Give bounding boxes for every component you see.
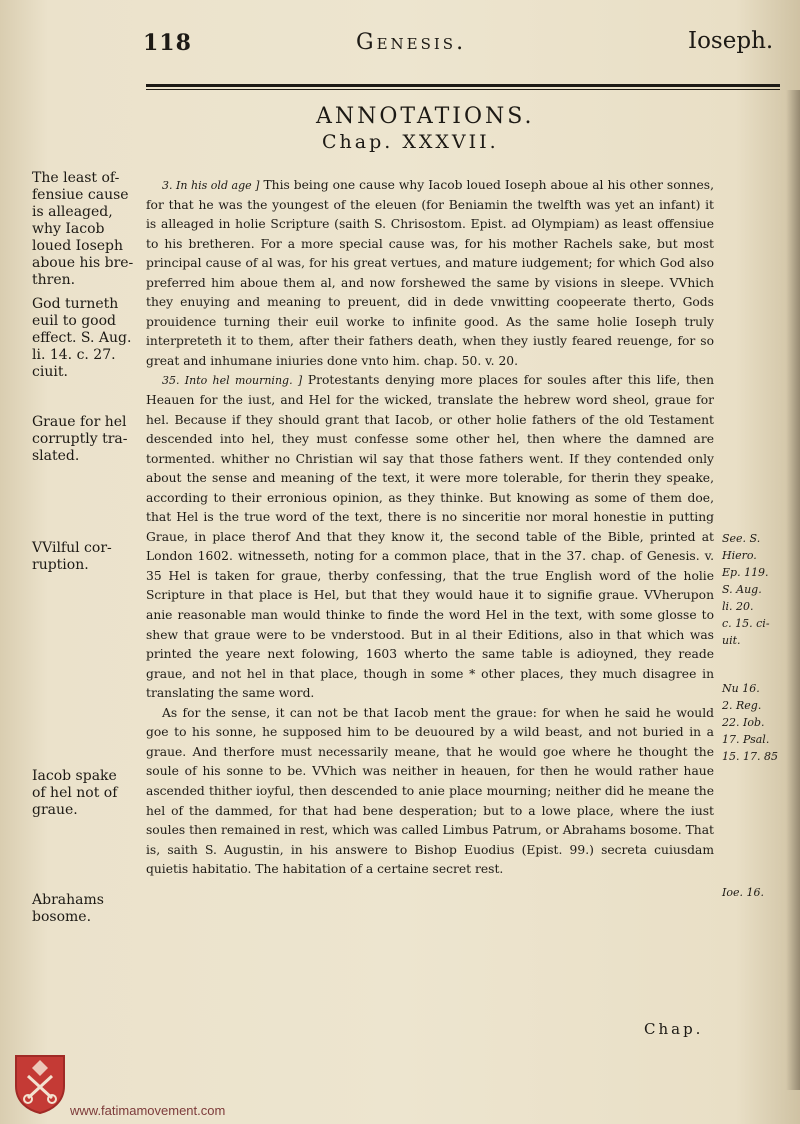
annotation-text: As for the sense, it can not be that Iacob ment the graue: for when he said he would goe to his sonne, he supposed him to be deuoured by a wild beast, and not buried in a graue. And therfore must necessarily meane, that he would goe where he thought the soule of his sonne to be. VVhich was neither in heauen, for then he would rather haue ascended thither ioyful, then descended to anie place mourning; neither did he meane the hel of the dammed, for that had bene desperation; but to a lowe place, where the iust soules then remained in rest, which was called Limbus Patrum, or Abrahams bosome. That is, saith S. Augustin, in his answere to Bishop Euodius (Epist. 99.) secreta cuiusdam quietis habitatio. The habitation of a certaine secret rest.	[146, 705, 714, 877]
verse-reference: 35. Into hel mourning. ]	[162, 374, 303, 388]
page-number: 118	[143, 30, 192, 56]
header-rule-thin	[146, 89, 780, 90]
right-margin-reference: Nu 16. 2. Reg. 22. Iob. 17. Psal. 15. 17. 85	[722, 682, 778, 763]
margin-note: Abrahams bosome.	[32, 892, 104, 925]
annotations-title: ANNOTATIONS.	[316, 104, 535, 129]
margin-note: The least of- fensiue cause is alleaged, why Iacob loued Ioseph aboue his bre- thren.	[32, 170, 134, 288]
margin-note: Iacob spake of hel not of graue.	[32, 768, 118, 818]
header-rule	[146, 84, 780, 87]
margin-note: VVilful cor- ruption.	[32, 540, 112, 573]
annotation-text: Protestants denying more places for soules after this life, then Heauen for the iust, and Hel for the wicked, translate the hebrew word sheol, graue for hel. Because if they should grant that Iacob, or other holie fathers of the old Testament descended into hel, they must confesse some other hel, then where the damned are tormented. whither no Christian wil say that those fathers went. If they contended only about the sense and meaning of the text, it were more tolerable, for therin they speake, according to their erronious opinion, as they thinke. But knowing as some of them doe, that Hel is the true word of the text, there is no sinceritie nor moral honestie in putting Graue, in place therof And that they know it, the second table of the Bible, printed at London 1602. witnesseth, noting for a common place, that in the 37. chap. of Genesis. v. 35 Hel is taken for graue, therby confessing, that the true English word of the holie Scripture in that place is Hel, but that they would haue it to signifie graue. VVherupon anie reasonable man would thinke to finde the word Hel in the text, with some glosse to shew that graue were to be vnderstood. But in al their Editions, also in that which was printed the yeare next folowing, 1603 wherto the same table is adioyned, they reade graue, and not hel in that place, though in some * other places, they much disagree in translating the same word.	[146, 373, 714, 701]
papal-keys-emblem-icon	[12, 1052, 68, 1114]
book-title: Genesis.	[356, 30, 467, 55]
right-margin-reference: See. S. Hiero. Ep. 119. S. Aug. li. 20. c. 15. ci- uit.	[722, 532, 770, 647]
running-title: Ioseph.	[688, 28, 774, 54]
annotation-paragraph	[146, 176, 714, 371]
margin-note: Graue for hel corruptly tra- slated.	[32, 414, 128, 464]
chapter-heading: Chap. XXXVII.	[322, 131, 499, 153]
margin-note: God turneth euil to good effect. S. Aug. li. 14. c. 27. ciuit.	[32, 296, 132, 380]
annotation-text: This being one cause why Iacob loued Ioseph aboue al his other sonnes, for that he was the youngest of the eleuen (for Beniamin the twelfth was yet an infant) it is alleaged in holie Scripture (saith S. Chrisostom. Epist. ad Olympiam) as least offensiue to his bretheren. For a more special cause was, for his mother Rachels sake, but most principal cause of al was, for his great vertues, and mature iudgement; for which God also preferred him aboue them al, and now forshewed the same by visions in sleepe. VVhich they enuying and meaning to preuent, did in dede vnwitting coopeerate therto, Gods prouidence turning their euil worke to infinite good. As the same holie Ioseph truly interpreteth it to them, after their fathers death, when they iustly feared reuenge, for so great and inhumane iniuries done vnto him. chap. 50. v. 20.	[146, 178, 714, 368]
annotation-body	[146, 176, 714, 880]
verse-reference: 3. In his old age ]	[162, 179, 260, 192]
annotation-paragraph	[146, 704, 714, 880]
right-margin-reference: Ioe. 16.	[722, 886, 764, 899]
source-credit: www.fatimamovement.com	[70, 1103, 226, 1118]
catchword: Chap.	[644, 1020, 704, 1038]
annotation-paragraph	[146, 371, 714, 703]
